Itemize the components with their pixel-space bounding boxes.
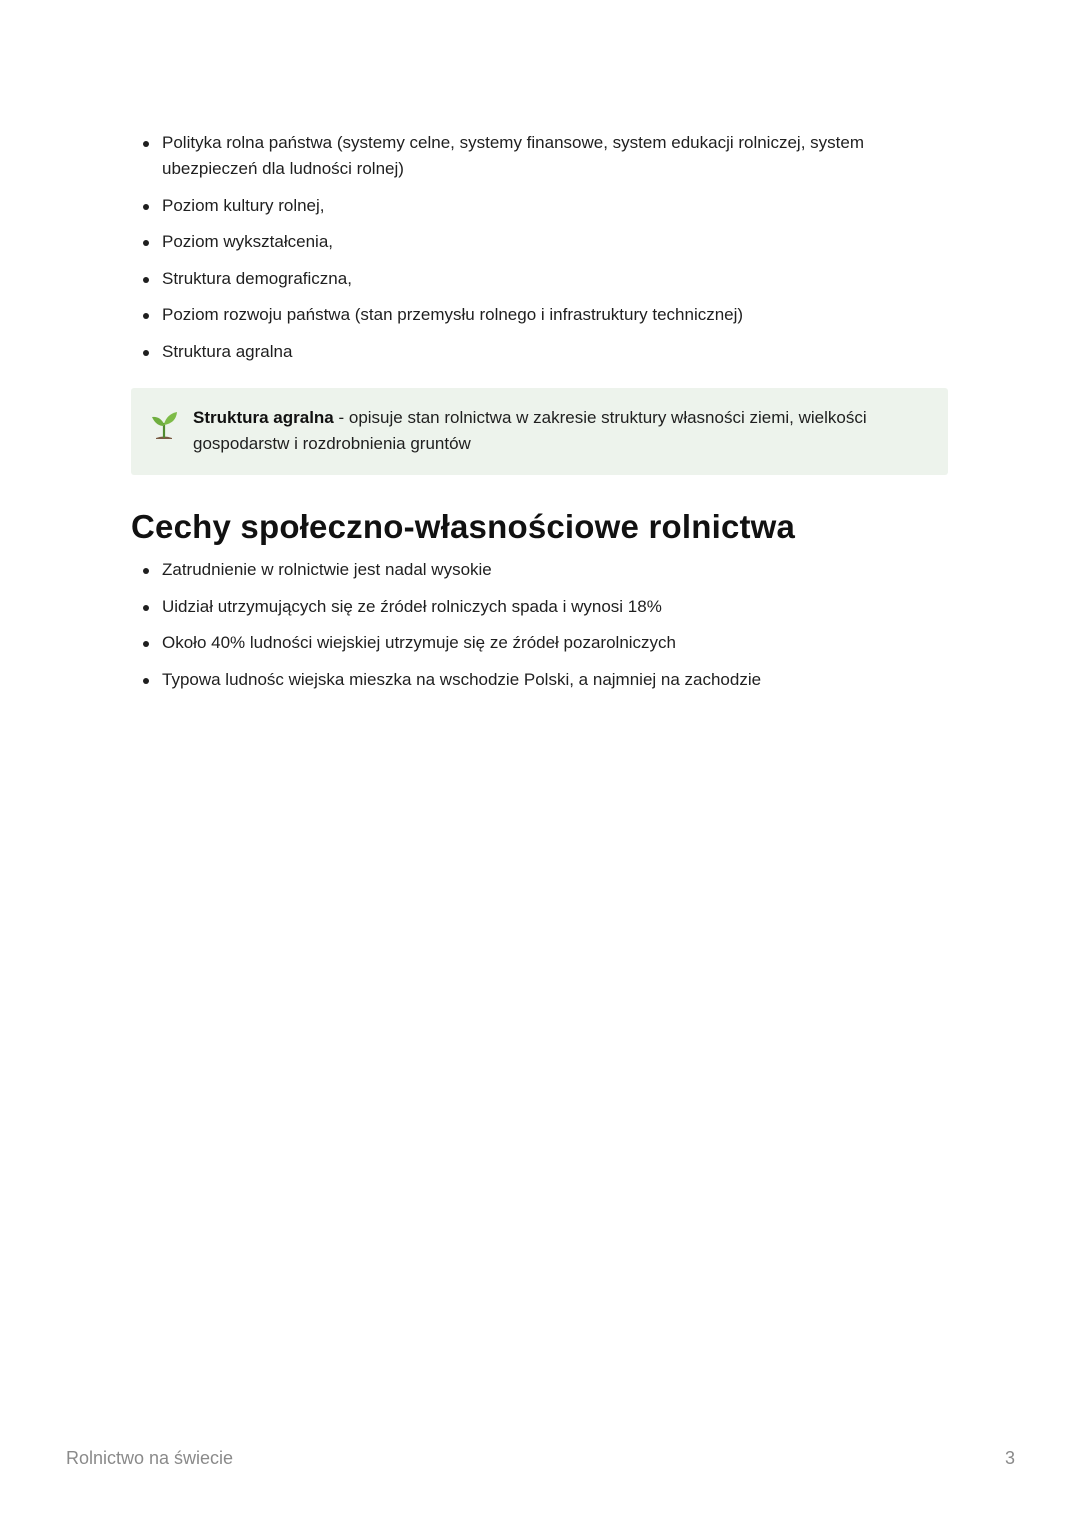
bullet-icon [143,141,149,147]
list-item: Polityka rolna państwa (systemy celne, systemy finansowe, system edukacji rolniczej, system ubezpieczeń dla ludności rolnej) [140,130,900,182]
footer-document-title: Rolnictwo na świecie [66,1448,234,1468]
bullet-icon [143,605,149,611]
callout-text [193,405,913,457]
list-item: Poziom wykształcenia, [140,229,900,255]
list-item: Uidział utrzymujących się ze źródeł rolniczych spada i wynosi 18% [140,594,900,620]
bullet-icon [143,568,149,574]
bullet-icon [143,277,149,283]
section-list [140,557,900,703]
factors-list [140,130,900,375]
list-item: Struktura demograficzna, [140,266,900,292]
definition-callout [131,388,948,475]
bullet-icon [143,240,149,246]
list-item: Poziom rozwoju państwa (stan przemysłu rolnego i infrastruktury technicznej) [140,302,900,328]
list-item: Typowa ludnośc wiejska mieszka na wschodzie Polski, a najmniej na zachodzie [140,667,900,693]
list-item: Struktura agralna [140,339,900,365]
callout-definition: - opisuje stan rolnictwa w zakresie struktury własności ziemi, wielkości gospodarstw i rozdrobnienia gruntów [193,408,867,453]
bullet-icon [143,313,149,319]
bullet-icon [143,641,149,647]
bullet-icon [143,678,149,684]
footer-page-number: 3 [1004,1448,1015,1468]
callout-term: Struktura agralna [193,408,334,427]
seedling-icon [147,408,181,442]
bullet-icon [143,204,149,210]
section-heading: Cechy społeczno-własnościowe rolnictwa [131,508,796,545]
bullet-icon [143,350,149,356]
list-item: Zatrudnienie w rolnictwie jest nadal wysokie [140,557,900,583]
list-item: Poziom kultury rolnej, [140,193,900,219]
list-item: Około 40% ludności wiejskiej utrzymuje się ze źródeł pozarolniczych [140,630,900,656]
